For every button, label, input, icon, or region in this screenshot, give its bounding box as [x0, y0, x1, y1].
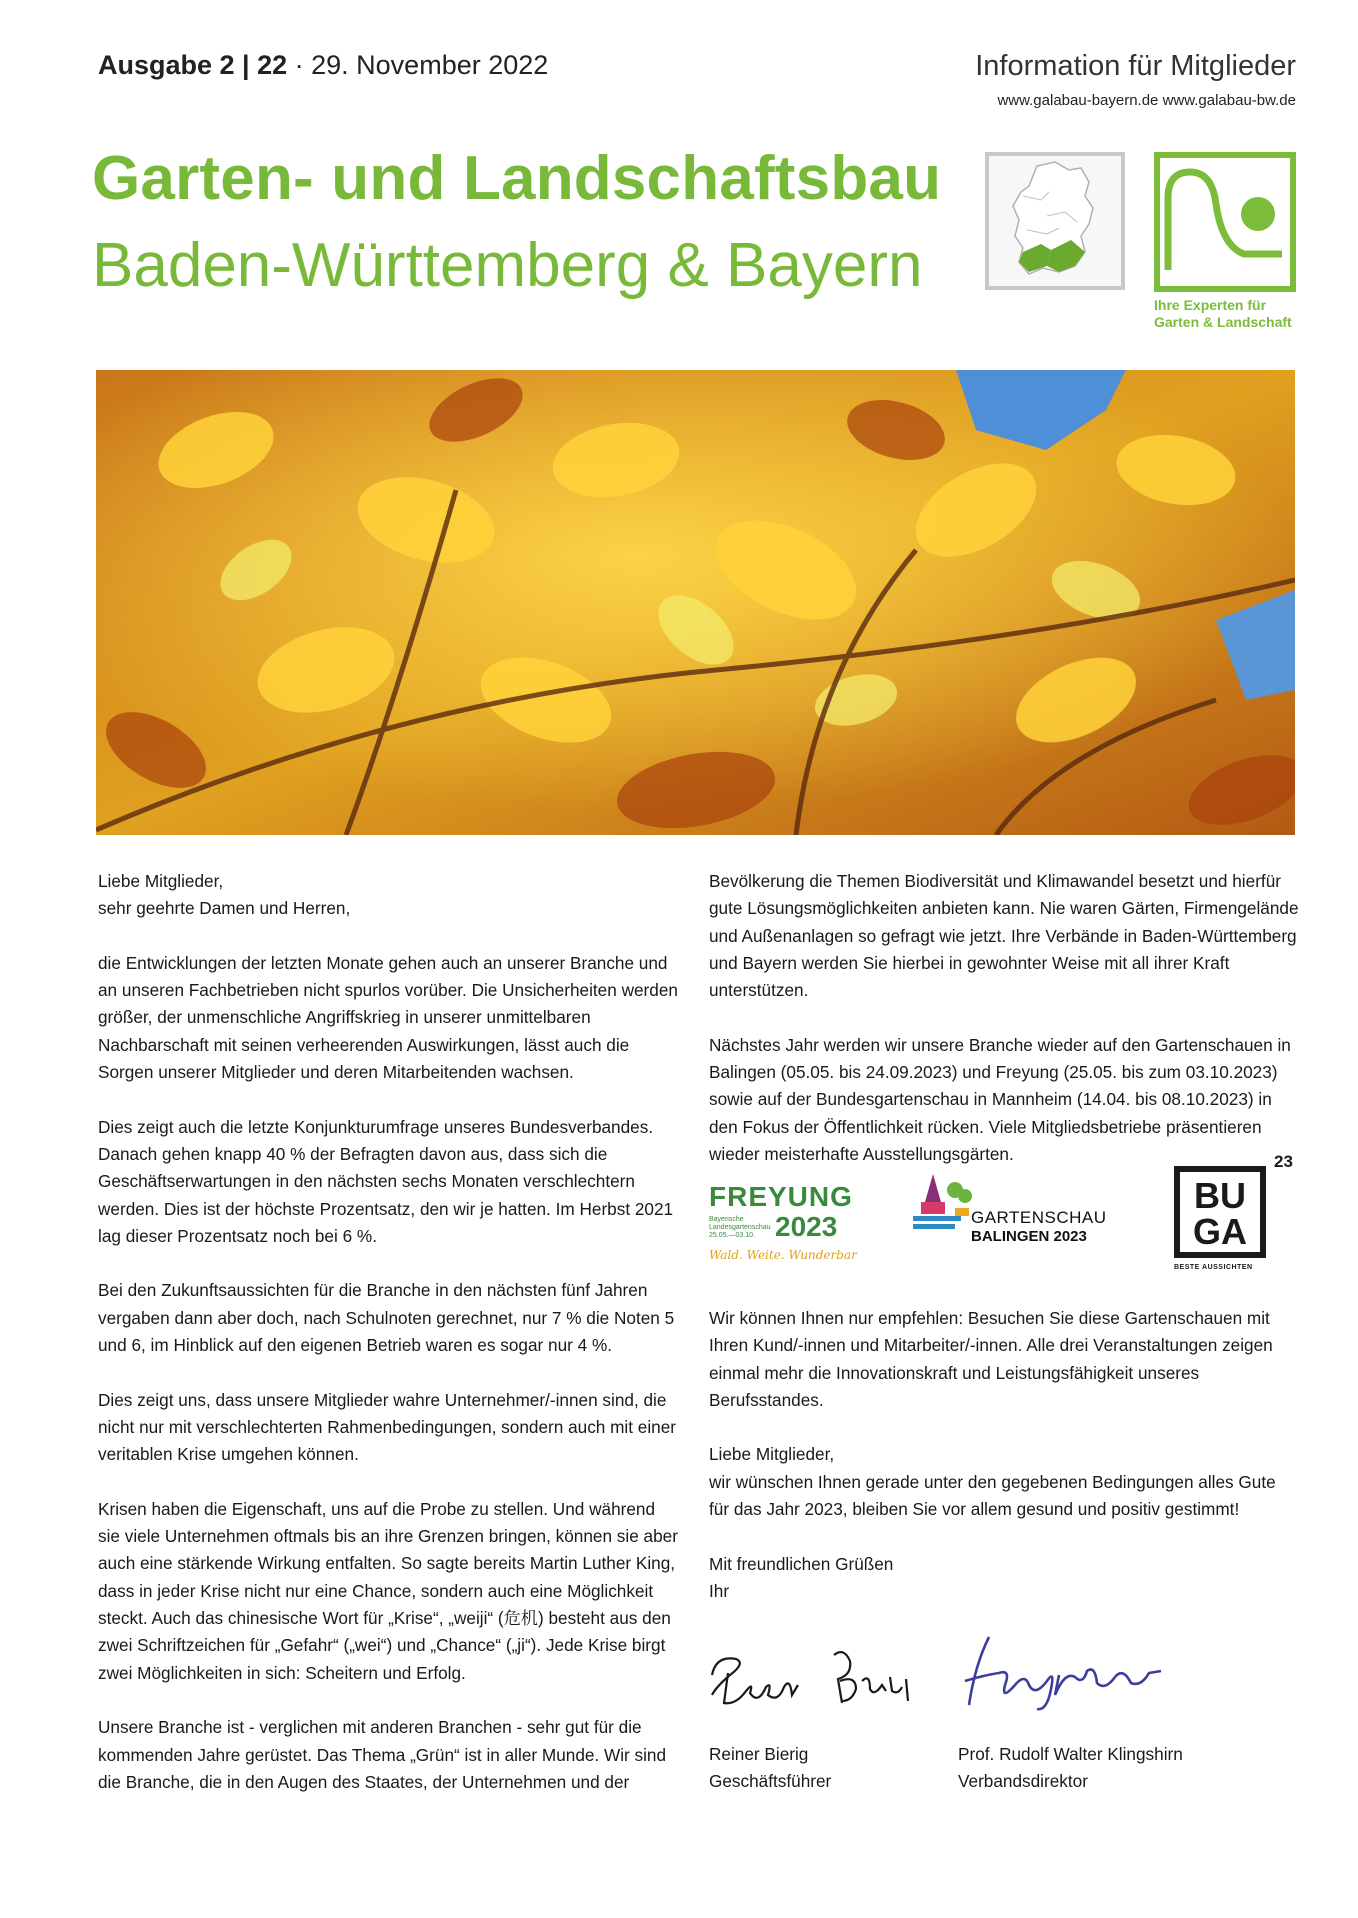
salutation-line1: Liebe Mitglieder,: [98, 871, 224, 891]
buga-logo-bottom: GA: [1193, 1211, 1247, 1252]
logo-tagline: [1154, 297, 1292, 331]
signature-klingshirn: [955, 1625, 1195, 1715]
salutation: [98, 868, 680, 923]
closing: [709, 1441, 1299, 1523]
signer-2-name: Prof. Rudolf Walter Klingshirn: [958, 1744, 1183, 1764]
audience-label: Information für Mitglieder: [975, 50, 1296, 82]
balingen-logo-line2: BALINGEN 2023: [971, 1228, 1087, 1245]
freyung-logo-sub: Bayerische Landesgartenschau: [709, 1216, 771, 1231]
buga-23-logo: [1174, 1152, 1299, 1282]
greeting-line1: Mit freundlichen Grüßen: [709, 1553, 894, 1574]
buga-logo-top: BU: [1194, 1175, 1246, 1216]
website-urls: www.galabau-bayern.de www.galabau-bw.de: [997, 92, 1296, 109]
logo-tagline-line1: Ihre Experten für: [1154, 297, 1267, 313]
gartenschau-balingen-logo: [911, 1168, 1131, 1258]
buga-logo-box: [1174, 1166, 1266, 1258]
page-subtitle: Baden-Württemberg & Bayern: [92, 231, 923, 300]
freyung-logo-slogan: Wald. Weite. Wunderbar: [709, 1248, 857, 1262]
signer-1-role: Geschäftsführer: [709, 1771, 832, 1792]
salutation-line2: sehr geehrte Damen und Herren,: [98, 898, 351, 919]
issue-line: [98, 50, 548, 81]
paragraph: Krisen haben die Eigenschaft, uns auf die Probe zu stellen. Und während sie viele Unternehmen oftmals bis an ihre Grenzen bringen, können sie aber auch eine stärkende Wirkung entfalten. So sagte bereits Martin Luther King, dass in jeder Krise nicht nur eine Chance, sondern auch eine Möglichkeit steckt. Auch das chinesische Wort für „Krise“, „weiji“ (危机) besteht aus den zwei Schriftzeichen für „Gefahr“ („wei“) und „Chance“ („ji“). Jede Krise birgt zwei Möglichkeiten in sich: Scheitern und Erfolg.: [98, 1498, 678, 1683]
paragraph: Dies zeigt uns, dass unsere Mitglieder wahre Unternehmer/-innen sind, die nicht nur mit verschlechterten Rahmenbedingungen, sondern auch mit einer veritablen Krise umgehen können.: [98, 1389, 677, 1465]
closing-line1: Liebe Mitglieder,: [709, 1444, 835, 1465]
letter-right-column-continued: [709, 1305, 1299, 1633]
issue-date: · 29. November 2022: [287, 50, 549, 80]
greeting: [709, 1551, 1299, 1606]
paragraph: Bei den Zukunftsaussichten für die Branche in den nächsten fünf Jahren vergaben dann aber doch, nach Schulnoten gerechnet, nur 7 % die Noten 5 und 6, im Hinblick auf den eigenen Betrieb waren es sogar nur 4 %.: [98, 1280, 675, 1356]
greeting-line2: Ihr: [709, 1580, 730, 1601]
signature-bierig: [706, 1625, 926, 1715]
autumn-leaves-photo: [96, 370, 1295, 835]
signer-bierig: [709, 1741, 831, 1796]
signer-2-role: Verbandsdirektor: [958, 1771, 1088, 1792]
logo-tagline-line2: Garten & Landschaft: [1154, 314, 1292, 330]
germany-map-logo: [985, 152, 1125, 290]
issue-number: Ausgabe 2 | 22: [98, 50, 288, 80]
balingen-logo-line1: GARTENSCHAU: [971, 1208, 1107, 1227]
paragraph: Unsere Branche ist - verglichen mit anderen Branchen - sehr gut für die kommenden Jahre gerüstet. Das Thema „Grün“ ist in aller Munde. Wir sind die Branche, die in den Augen des Staates, der Unternehmen und der: [98, 1717, 667, 1792]
buga-logo-year: 23: [1274, 1152, 1293, 1171]
galabau-logo: [1154, 152, 1296, 292]
freyung-logo-dates: 25.05.—03.10.: [709, 1232, 755, 1239]
paragraph: Bevölkerung die Themen Biodiversität und Klimawandel besetzt und hierfür gute Lösungsmöglichkeiten anbieten kann. Nie waren Gärten, Firmengelände und Außenanlagen so gefragt wie jetzt. Ihre Verbände in Baden-Württemberg und Bayern werden Sie hierbei in gewohnter Weise mit all ihrer Kraft unterstützen.: [709, 871, 1299, 1001]
letter-left-column: [98, 868, 680, 1823]
letter-right-column: [709, 868, 1299, 1196]
signer-1-name: Reiner Bierig: [709, 1744, 809, 1764]
freyung-logo-name: FREYUNG: [709, 1181, 853, 1212]
freyung-logo-year: 2023: [775, 1211, 838, 1242]
paragraph: Nächstes Jahr werden wir unsere Branche wieder auf den Gartenschauen in Balingen (05.05. bis 24.09.2023) und Freyung (25.05. bis zum 03.10.2023) sowie auf der Bundesgartenschau in Mannheim (14.04. bis 08.10.2023) in den Fokus der Öffentlichkeit rücken. Viele Mitgliedsbetriebe präsentieren wieder meisterhafte Ausstellungsgärten.: [709, 1034, 1291, 1164]
freyung-logo: [709, 1182, 879, 1272]
event-logos-row: [709, 1152, 1299, 1282]
freyung-logo-subtitle: [709, 1216, 769, 1240]
closing-line2: wir wünschen Ihnen gerade unter den gegebenen Bedingungen alles Gute für das Jahr 2023, bleiben Sie vor allem gesund und positiv gestimmt!: [709, 1471, 1276, 1520]
paragraph: die Entwicklungen der letzten Monate gehen auch an unserer Branche und an unseren Fachbetrieben nicht spurlos vorüber. Die Unsicherheiten werden größer, der unmenschliche Angriffskrieg in unserer unmittelbaren Nachbarschaft mit seinen verheerenden Auswirkungen, lässt auch die Sorgen unserer Mitglieder und deren Mitarbeitenden wachsen.: [98, 952, 678, 1083]
paragraph: Wir können Ihnen nur empfehlen: Besuchen Sie diese Gartenschauen mit Ihren Kund/-innen und Mitarbeiter/-innen. Alle drei Veranstaltungen zeigen einmal mehr die Innovationskraft und Leistungsfähigkeit unseres Berufsstandes.: [709, 1308, 1273, 1410]
signer-klingshirn: [958, 1741, 1183, 1796]
paragraph: Dies zeigt auch die letzte Konjunkturumfrage unseres Bundesverbandes. Danach gehen knapp 40 % der Befragten davon aus, dass sich die Geschäftserwartungen in den nächsten sechs Monaten verschlechtern werden. Dies ist der höchste Prozentsatz, den wir je hatten. Im Herbst 2021 lag dieser Prozentsatz noch bei 6 %.: [98, 1116, 674, 1246]
buga-logo-slogan: BESTE AUSSICHTEN: [1174, 1264, 1253, 1271]
page-title: Garten- und Landschaftsbau: [92, 144, 942, 213]
